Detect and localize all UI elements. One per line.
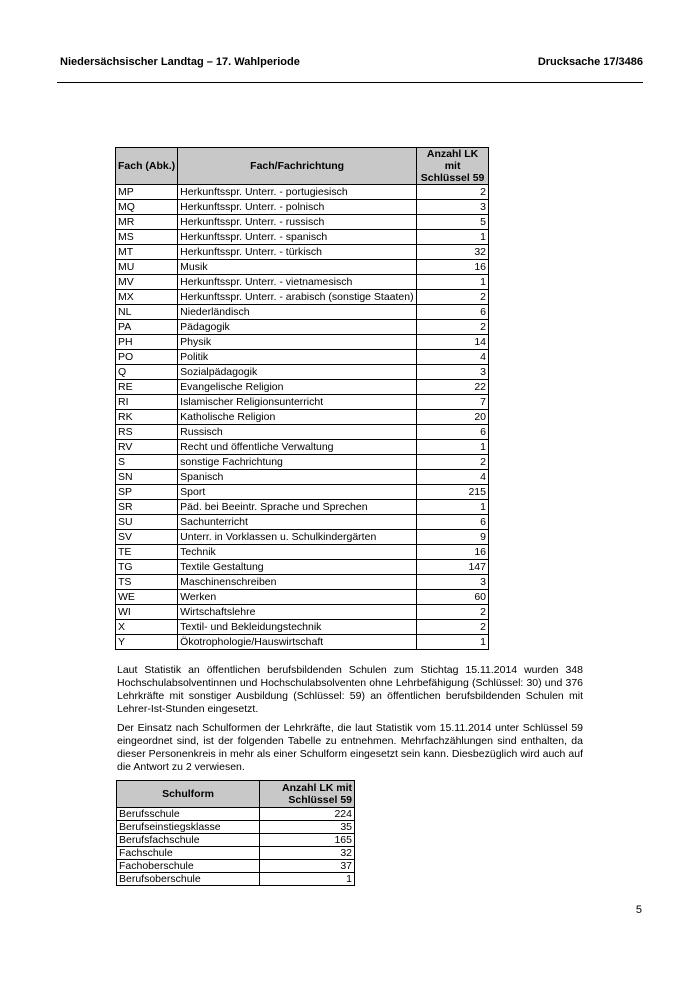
cell-count: 2	[417, 620, 489, 635]
cell-subject: Pädagogik	[178, 320, 417, 335]
cell-count: 1	[417, 440, 489, 455]
school-table-body	[117, 808, 355, 886]
cell-subject: Islamischer Religionsunterricht	[178, 395, 417, 410]
cell-abbreviation: RK	[116, 410, 178, 425]
table-row	[116, 380, 489, 395]
cell-count: 2	[417, 455, 489, 470]
cell-subject: Maschinenschreiben	[178, 575, 417, 590]
cell-count: 14	[417, 335, 489, 350]
table-row	[116, 245, 489, 260]
cell-school-form: Berufsfachschule	[117, 834, 260, 847]
cell-abbreviation: MU	[116, 260, 178, 275]
cell-subject: Werken	[178, 590, 417, 605]
cell-subject: Evangelische Religion	[178, 380, 417, 395]
table-row	[116, 275, 489, 290]
cell-abbreviation: PH	[116, 335, 178, 350]
cell-abbreviation: Q	[116, 365, 178, 380]
cell-school-count: 165	[260, 834, 355, 847]
header-divider	[57, 82, 643, 83]
cell-count: 3	[417, 575, 489, 590]
cell-subject: Katholische Religion	[178, 410, 417, 425]
table-row	[116, 530, 489, 545]
cell-abbreviation: MP	[116, 185, 178, 200]
cell-count: 22	[417, 380, 489, 395]
cell-abbreviation: SV	[116, 530, 178, 545]
cell-abbreviation: WI	[116, 605, 178, 620]
cell-abbreviation: MT	[116, 245, 178, 260]
cell-abbreviation: TE	[116, 545, 178, 560]
cell-subject: Herkunftsspr. Unterr. - spanisch	[178, 230, 417, 245]
cell-subject: Sachunterricht	[178, 515, 417, 530]
cell-abbreviation: RV	[116, 440, 178, 455]
table-row	[116, 260, 489, 275]
cell-count: 4	[417, 350, 489, 365]
cell-subject: Herkunftsspr. Unterr. - portugiesisch	[178, 185, 417, 200]
table-row	[116, 515, 489, 530]
cell-subject: Päd. bei Beeintr. Sprache und Sprechen	[178, 500, 417, 515]
cell-count: 1	[417, 275, 489, 290]
cell-subject: Ökotrophologie/Hauswirtschaft	[178, 635, 417, 650]
cell-count: 20	[417, 410, 489, 425]
cell-abbreviation: MX	[116, 290, 178, 305]
table-row	[117, 821, 355, 834]
cell-subject: Wirtschaftslehre	[178, 605, 417, 620]
cell-subject: Technik	[178, 545, 417, 560]
column-header-school-count: Anzahl LK mit Schlüssel 59	[260, 781, 355, 808]
cell-school-form: Berufsschule	[117, 808, 260, 821]
subject-table-header-row	[116, 148, 489, 185]
cell-school-count: 1	[260, 873, 355, 886]
cell-subject: Niederländisch	[178, 305, 417, 320]
cell-abbreviation: X	[116, 620, 178, 635]
cell-count: 16	[417, 545, 489, 560]
table-row	[117, 808, 355, 821]
cell-abbreviation: MQ	[116, 200, 178, 215]
table-row	[116, 290, 489, 305]
cell-school-count: 35	[260, 821, 355, 834]
cell-abbreviation: PO	[116, 350, 178, 365]
column-header-abbreviation: Fach (Abk.)	[116, 148, 178, 185]
cell-subject: Herkunftsspr. Unterr. - polnisch	[178, 200, 417, 215]
cell-subject: Herkunftsspr. Unterr. - arabisch (sonstige Staaten)	[178, 290, 417, 305]
cell-count: 7	[417, 395, 489, 410]
table-row	[116, 230, 489, 245]
column-header-subject: Fach/Fachrichtung	[178, 148, 417, 185]
cell-count: 2	[417, 320, 489, 335]
cell-abbreviation: TG	[116, 560, 178, 575]
cell-count: 1	[417, 500, 489, 515]
table-row	[116, 560, 489, 575]
table-row	[116, 305, 489, 320]
page-number: 5	[635, 904, 642, 916]
cell-abbreviation: Y	[116, 635, 178, 650]
subject-table-body	[116, 185, 489, 650]
cell-school-form: Fachoberschule	[117, 860, 260, 873]
cell-abbreviation: RI	[116, 395, 178, 410]
cell-count: 6	[417, 425, 489, 440]
cell-school-form: Berufsoberschule	[117, 873, 260, 886]
cell-abbreviation: NL	[116, 305, 178, 320]
cell-subject: Herkunftsspr. Unterr. - russisch	[178, 215, 417, 230]
cell-abbreviation: SP	[116, 485, 178, 500]
table-row	[116, 500, 489, 515]
table-row	[116, 575, 489, 590]
cell-count: 9	[417, 530, 489, 545]
table-row	[116, 320, 489, 335]
cell-count: 4	[417, 470, 489, 485]
cell-abbreviation: RS	[116, 425, 178, 440]
table-row	[116, 350, 489, 365]
cell-school-count: 32	[260, 847, 355, 860]
table-row	[116, 635, 489, 650]
cell-count: 3	[417, 365, 489, 380]
table-row	[116, 395, 489, 410]
cell-count: 215	[417, 485, 489, 500]
table-row	[116, 605, 489, 620]
column-header-count: Anzahl LK mit Schlüssel 59	[417, 148, 489, 185]
cell-subject: Herkunftsspr. Unterr. - vietnamesisch	[178, 275, 417, 290]
cell-subject: Musik	[178, 260, 417, 275]
table-row	[116, 185, 489, 200]
cell-subject: Textile Gestaltung	[178, 560, 417, 575]
table-row	[116, 590, 489, 605]
cell-abbreviation: MR	[116, 215, 178, 230]
document-number: Drucksache 17/3486	[537, 56, 643, 68]
cell-school-form: Berufseinstiegsklasse	[117, 821, 260, 834]
cell-count: 32	[417, 245, 489, 260]
cell-count: 1	[417, 230, 489, 245]
cell-abbreviation: WE	[116, 590, 178, 605]
table-row	[116, 440, 489, 455]
table-row	[116, 425, 489, 440]
header-title: Niedersächsischer Landtag – 17. Wahlperiode	[60, 56, 300, 68]
cell-abbreviation: MV	[116, 275, 178, 290]
cell-abbreviation: SR	[116, 500, 178, 515]
cell-abbreviation: SN	[116, 470, 178, 485]
subject-table	[115, 147, 489, 650]
table-row	[116, 485, 489, 500]
cell-count: 2	[417, 290, 489, 305]
cell-count: 6	[417, 305, 489, 320]
cell-school-count: 224	[260, 808, 355, 821]
cell-subject: Sport	[178, 485, 417, 500]
cell-count: 5	[417, 215, 489, 230]
table-row	[116, 545, 489, 560]
cell-subject: Sozialpädagogik	[178, 365, 417, 380]
table-row	[117, 847, 355, 860]
cell-subject: Politik	[178, 350, 417, 365]
cell-subject: Herkunftsspr. Unterr. - türkisch	[178, 245, 417, 260]
cell-subject: sonstige Fachrichtung	[178, 455, 417, 470]
table-row	[116, 200, 489, 215]
table-row	[116, 620, 489, 635]
cell-count: 16	[417, 260, 489, 275]
cell-subject: Textil- und Bekleidungstechnik	[178, 620, 417, 635]
paragraph-statistics: Laut Statistik an öffentlichen berufsbildenden Schulen zum Stichtag 15.11.2014 wurden 348 Hochschulabsolventinnen und Hochschulabsolventen ohne Lehrbefähigung (Schlüssel: 30) und 376 Lehrkräfte mit sonstiger Ausbildung (Schlüssel: 59) an öffentlichen berufsbildenden Schulen mit Lehrer-Ist-Stunden eingesetzt.	[117, 664, 583, 715]
table-row	[116, 365, 489, 380]
cell-subject: Russisch	[178, 425, 417, 440]
cell-count: 2	[417, 185, 489, 200]
cell-count: 60	[417, 590, 489, 605]
cell-school-count: 37	[260, 860, 355, 873]
table-row	[116, 215, 489, 230]
cell-school-form: Fachschule	[117, 847, 260, 860]
table-row	[116, 335, 489, 350]
cell-abbreviation: PA	[116, 320, 178, 335]
table-row	[116, 470, 489, 485]
table-row	[116, 455, 489, 470]
cell-subject: Spanisch	[178, 470, 417, 485]
cell-subject: Recht und öffentliche Verwaltung	[178, 440, 417, 455]
cell-count: 6	[417, 515, 489, 530]
cell-abbreviation: RE	[116, 380, 178, 395]
table-row	[116, 410, 489, 425]
cell-count: 3	[417, 200, 489, 215]
cell-count: 2	[417, 605, 489, 620]
school-form-table	[116, 780, 355, 886]
table-row	[117, 834, 355, 847]
cell-abbreviation: S	[116, 455, 178, 470]
cell-subject: Physik	[178, 335, 417, 350]
school-table-header-row	[117, 781, 355, 808]
cell-abbreviation: TS	[116, 575, 178, 590]
cell-subject: Unterr. in Vorklassen u. Schulkindergärten	[178, 530, 417, 545]
cell-abbreviation: MS	[116, 230, 178, 245]
column-header-school-form: Schulform	[117, 781, 260, 808]
cell-count: 147	[417, 560, 489, 575]
paragraph-school-forms: Der Einsatz nach Schulformen der Lehrkräfte, die laut Statistik vom 15.11.2014 unter Schlüssel 59 eingeordnet sind, ist der folgenden Tabelle zu entnehmen. Mehrfachzählungen sind enthalten, da dieser Personenkreis in mehr als einer Schulform eingesetzt sein kann. Diesbezüglich wird auch auf die Antwort zu 2 verwiesen.	[117, 722, 583, 773]
table-row	[117, 873, 355, 886]
cell-abbreviation: SU	[116, 515, 178, 530]
cell-count: 1	[417, 635, 489, 650]
table-row	[117, 860, 355, 873]
